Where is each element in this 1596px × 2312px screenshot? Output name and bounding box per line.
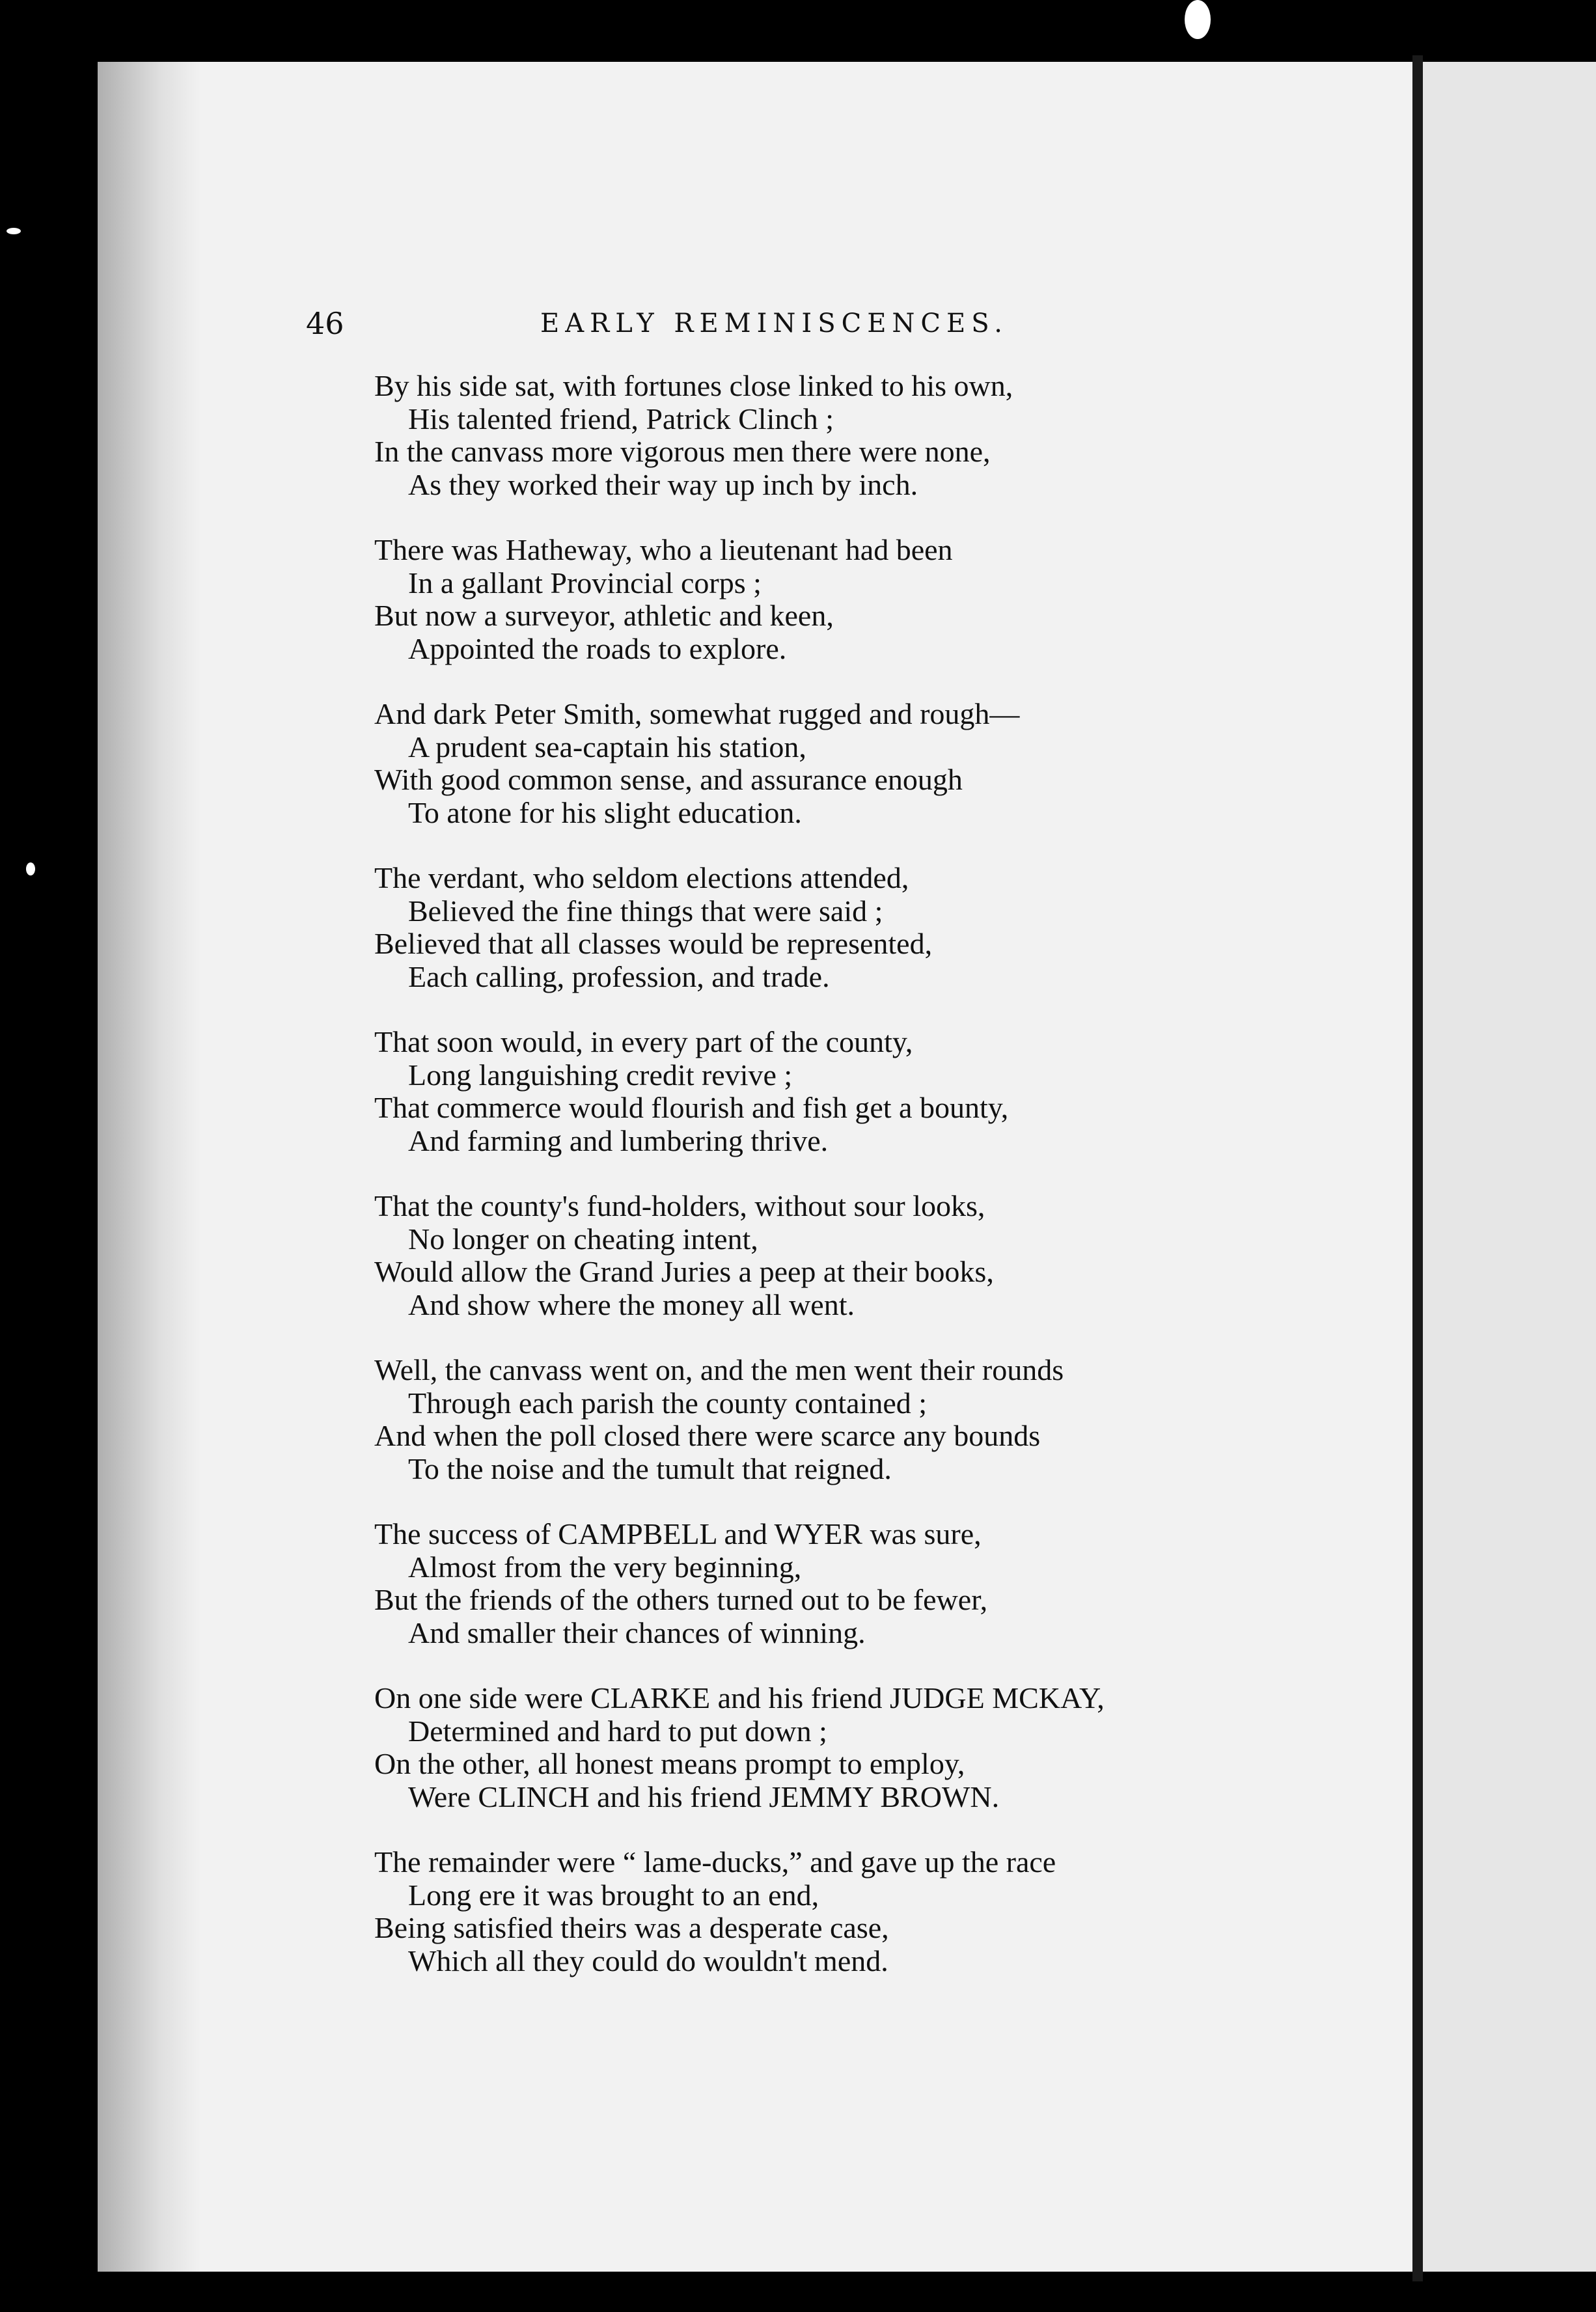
specks [1185,0,1211,39]
poem-line: Almost from the very beginning, [408,1550,802,1584]
poem-line: Through each parish the county contained ; [408,1386,928,1420]
stanza [374,534,1105,665]
poem-line: Long ere it was brought to an end, [408,1878,819,1912]
poem-line: There was Hatheway, who a lieutenant had been [374,533,953,566]
poem-line: Which all they could do wouldn't mend. [408,1944,888,1977]
poem-line: His talented friend, Patrick Clinch ; [408,402,834,435]
book-gutter [1412,55,1423,2281]
facing-page-edge [1412,62,1596,2272]
poem-line: But now a surveyor, athletic and keen, [374,599,834,632]
poem-line: The remainder were “ lame-ducks,” and gave up the race [374,1845,1056,1878]
poem-line: But the friends of the others turned out to be fewer, [374,1583,988,1616]
poem-line: Would allow the Grand Juries a peep at their books, [374,1255,994,1288]
specks [26,862,35,875]
specks [7,228,21,234]
poem-line: That commerce would flourish and fish get a bounty, [374,1091,1009,1124]
stanza [374,1846,1105,1977]
poem-line: And smaller their chances of winning. [408,1616,866,1649]
poem-line: The verdant, who seldom elections attended, [374,861,909,894]
page-number: 46 [306,306,344,341]
stanza [374,1682,1105,1813]
poem-line: The success of CAMPBELL and WYER was sure, [374,1517,982,1550]
poem-line: No longer on cheating intent, [408,1222,758,1256]
poem-line: That soon would, in every part of the county, [374,1025,913,1058]
poem-line: In the canvass more vigorous men there were none, [374,435,991,468]
poem-line: On one side were CLARKE and his friend JUDGE MCKAY, [374,1681,1105,1714]
poem-line: Were CLINCH and his friend JEMMY BROWN. [408,1780,1000,1813]
stanza [374,862,1105,993]
poem-line: That the county's fund-holders, without sour looks, [374,1189,985,1222]
poem-line: To atone for his slight education. [408,795,802,829]
poem-line: And when the poll closed there were scarce any bounds [374,1419,1041,1452]
poem-line: By his side sat, with fortunes close linked to his own, [374,369,1013,402]
poem-line: Appointed the roads to explore. [408,631,787,665]
poem-line: Believed the fine things that were said ; [408,894,883,928]
poem-line: Well, the canvass went on, and the men went their rounds [374,1353,1064,1386]
poem-body [374,370,1105,2010]
poem-line: In a gallant Provincial corps ; [408,566,762,599]
poem-line: A prudent sea-captain his station, [408,730,806,764]
stanza [374,1518,1105,1649]
stanza [374,370,1105,501]
poem-line: Each calling, profession, and trade. [408,959,830,993]
running-head: EARLY REMINISCENCES. [540,309,1008,338]
stanza [374,1354,1105,1485]
poem-line: And farming and lumbering thrive. [408,1123,829,1157]
poem-line: Long languishing credit revive ; [408,1058,793,1092]
poem-line: With good common sense, and assurance enough [374,763,963,796]
poem-line: To the noise and the tumult that reigned. [408,1452,892,1485]
poem-line: Determined and hard to put down ; [408,1714,827,1748]
stanza [374,1190,1105,1321]
poem-line: As they worked their way up inch by inch. [408,467,918,501]
poem-line: And dark Peter Smith, somewhat rugged and rough— [374,697,1020,730]
poem-line: Believed that all classes would be represented, [374,927,933,960]
stanza [374,1026,1105,1157]
poem-line: On the other, all honest means prompt to employ, [374,1747,965,1780]
stanza [374,698,1105,829]
poem-line: And show where the money all went. [408,1287,855,1321]
poem-line: Being satisfied theirs was a desperate case, [374,1911,889,1944]
